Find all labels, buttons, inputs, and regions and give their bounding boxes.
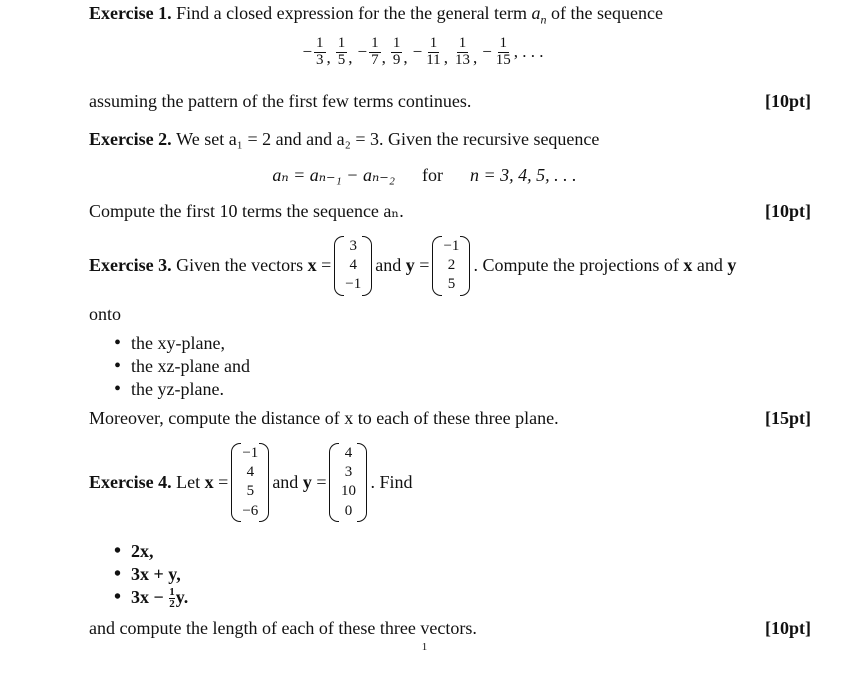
sequence-term: $\frac{1}{13}$ — [454, 35, 470, 68]
sequence — [301, 36, 513, 69]
list-item: • 3x + y, — [131, 563, 188, 586]
recursion-equation: aₙ = aₙ₋₁ − aₙ₋₂ — [272, 165, 396, 185]
vector-entry: 3 — [349, 238, 358, 254]
vector-y4-name: y — [302, 471, 312, 492]
half-fraction: $\frac{1}{2}$ — [169, 586, 175, 611]
exercise-1-text: Find a closed expression for the the general term — [176, 3, 528, 23]
vector-x4-name: x — [204, 471, 214, 492]
vector-entry: 2 — [447, 257, 456, 274]
sequence-display — [0, 36, 849, 69]
exercise-4-text-a: Let — [176, 471, 201, 492]
recursion-range: n = 3, 4, 5, . . . — [470, 165, 577, 185]
vector-y — [432, 236, 470, 296]
sequence-sign: − — [482, 42, 492, 62]
sequence-comma: , — [348, 48, 353, 68]
sequence-sign: − — [412, 42, 423, 62]
recursion-formula — [0, 165, 849, 187]
exercise-4-find: . Find — [370, 471, 413, 492]
exercise-3-text-a: Given the vectors — [176, 254, 304, 275]
sequence-sign: − — [357, 42, 368, 62]
list-item: • the xz-plane and — [131, 355, 250, 378]
exercise-2-points: [10pt] — [765, 201, 811, 221]
exercise-3-and: and — [375, 254, 402, 275]
vector-entry: 0 — [344, 502, 353, 519]
vector-x-ref: x — [683, 254, 693, 275]
exercise-2-statement — [89, 129, 811, 151]
vector-y4 — [329, 443, 367, 522]
exercise-2-compute — [89, 201, 811, 223]
sequence-term: $\frac{1}{9}$ — [392, 35, 401, 68]
list-item: • 3x − $\frac{1}{2}$ y. — [131, 586, 188, 609]
exercise-2-text: We set a₁ = 2 and and a₂ = 3. Given the recursive sequence — [176, 129, 600, 149]
exercise-1-assumption — [89, 91, 811, 113]
vector-y-name: y — [405, 254, 415, 275]
general-term: $a_n$ — [531, 3, 547, 27]
sequence-sign: − — [302, 42, 313, 62]
exercise-1-statement — [89, 3, 811, 27]
list-item: • 2x, — [131, 540, 188, 563]
recursion-for: for — [422, 165, 444, 185]
vector-entry: 5 — [246, 483, 255, 500]
exercise-4-label: Exercise 4. — [89, 471, 172, 492]
vector-entry: 10 — [340, 483, 356, 500]
sequence-term: $\frac{1}{7}$ — [371, 35, 379, 68]
exercise-4-points: [10pt] — [765, 618, 811, 638]
vector-entry: −1 — [242, 445, 259, 461]
sequence-comma: , — [443, 48, 448, 68]
exercise-2-compute-text: Compute the first 10 terms the sequence aₙ. — [89, 201, 404, 221]
exercise-2-label: Exercise 2. — [89, 129, 172, 149]
exercise-4-final — [89, 618, 811, 640]
vector-entry: −6 — [242, 502, 259, 519]
exercise-1-points: [10pt] — [765, 91, 811, 111]
exercise-3-statement: Exercise 3. Given the vectors x = 3 4 −1 and y = −1 2 5 . Compute the projections of x and y — [89, 236, 811, 296]
sequence-comma: , — [326, 48, 331, 68]
planes-list — [131, 332, 250, 401]
sequence-comma: , — [472, 48, 478, 68]
list-item: • the xy-plane, — [131, 332, 250, 355]
exercise-3-moreover — [89, 408, 811, 430]
exercise-3-moreover-text: Moreover, compute the distance of x to each of these three plane. — [89, 408, 559, 428]
exercise-3-points: [15pt] — [765, 408, 811, 428]
exercise-4-final-text: and compute the length of each of these three vectors. — [89, 618, 477, 638]
vector-x-name: x — [307, 254, 317, 275]
exercise-1-assume-text: assuming the pattern of the first few terms continues. — [89, 91, 472, 111]
vector-x — [334, 236, 372, 296]
sequence-comma: , — [381, 48, 386, 68]
sequence-ellipsis: , . . . — [513, 42, 544, 62]
exercise-3-onto: onto — [89, 304, 122, 324]
exercise-3-text-b: . Compute the projections of — [473, 254, 679, 275]
vector-entry: −1 — [345, 276, 362, 293]
vector-entry: 5 — [447, 276, 456, 293]
exercise-1-label: Exercise 1. — [89, 3, 172, 23]
exercise-4-statement: Exercise 4. Let x = −1 4 5 −6 and y = 4 3 10 0 . Find — [89, 443, 811, 522]
vector-entry: 4 — [344, 445, 353, 461]
sequence-term: $\frac{1}{15}$ — [495, 35, 511, 68]
sequence-comma: , — [403, 48, 408, 68]
sequence-term: $\frac{1}{5}$ — [337, 35, 346, 68]
sequence-term: $\frac{1}{3}$ — [316, 35, 324, 68]
exercise-3-text-c: and — [696, 254, 723, 275]
vector-entry: 4 — [349, 257, 358, 274]
operations-list — [131, 540, 188, 609]
exercise-3-label: Exercise 3. — [89, 254, 172, 275]
vector-entry: 4 — [246, 464, 255, 481]
page-number: 1 — [421, 641, 428, 653]
exercise-4-and: and — [272, 471, 299, 492]
vector-entry: −1 — [443, 238, 460, 254]
exercise-1-text-end: of the sequence — [551, 3, 663, 23]
vector-entry: 3 — [344, 464, 353, 481]
list-item: • the yz-plane. — [131, 378, 250, 401]
vector-x4 — [231, 443, 269, 522]
sequence-term: $\frac{1}{11}$ — [426, 35, 441, 68]
vector-y-ref: y — [727, 254, 737, 275]
